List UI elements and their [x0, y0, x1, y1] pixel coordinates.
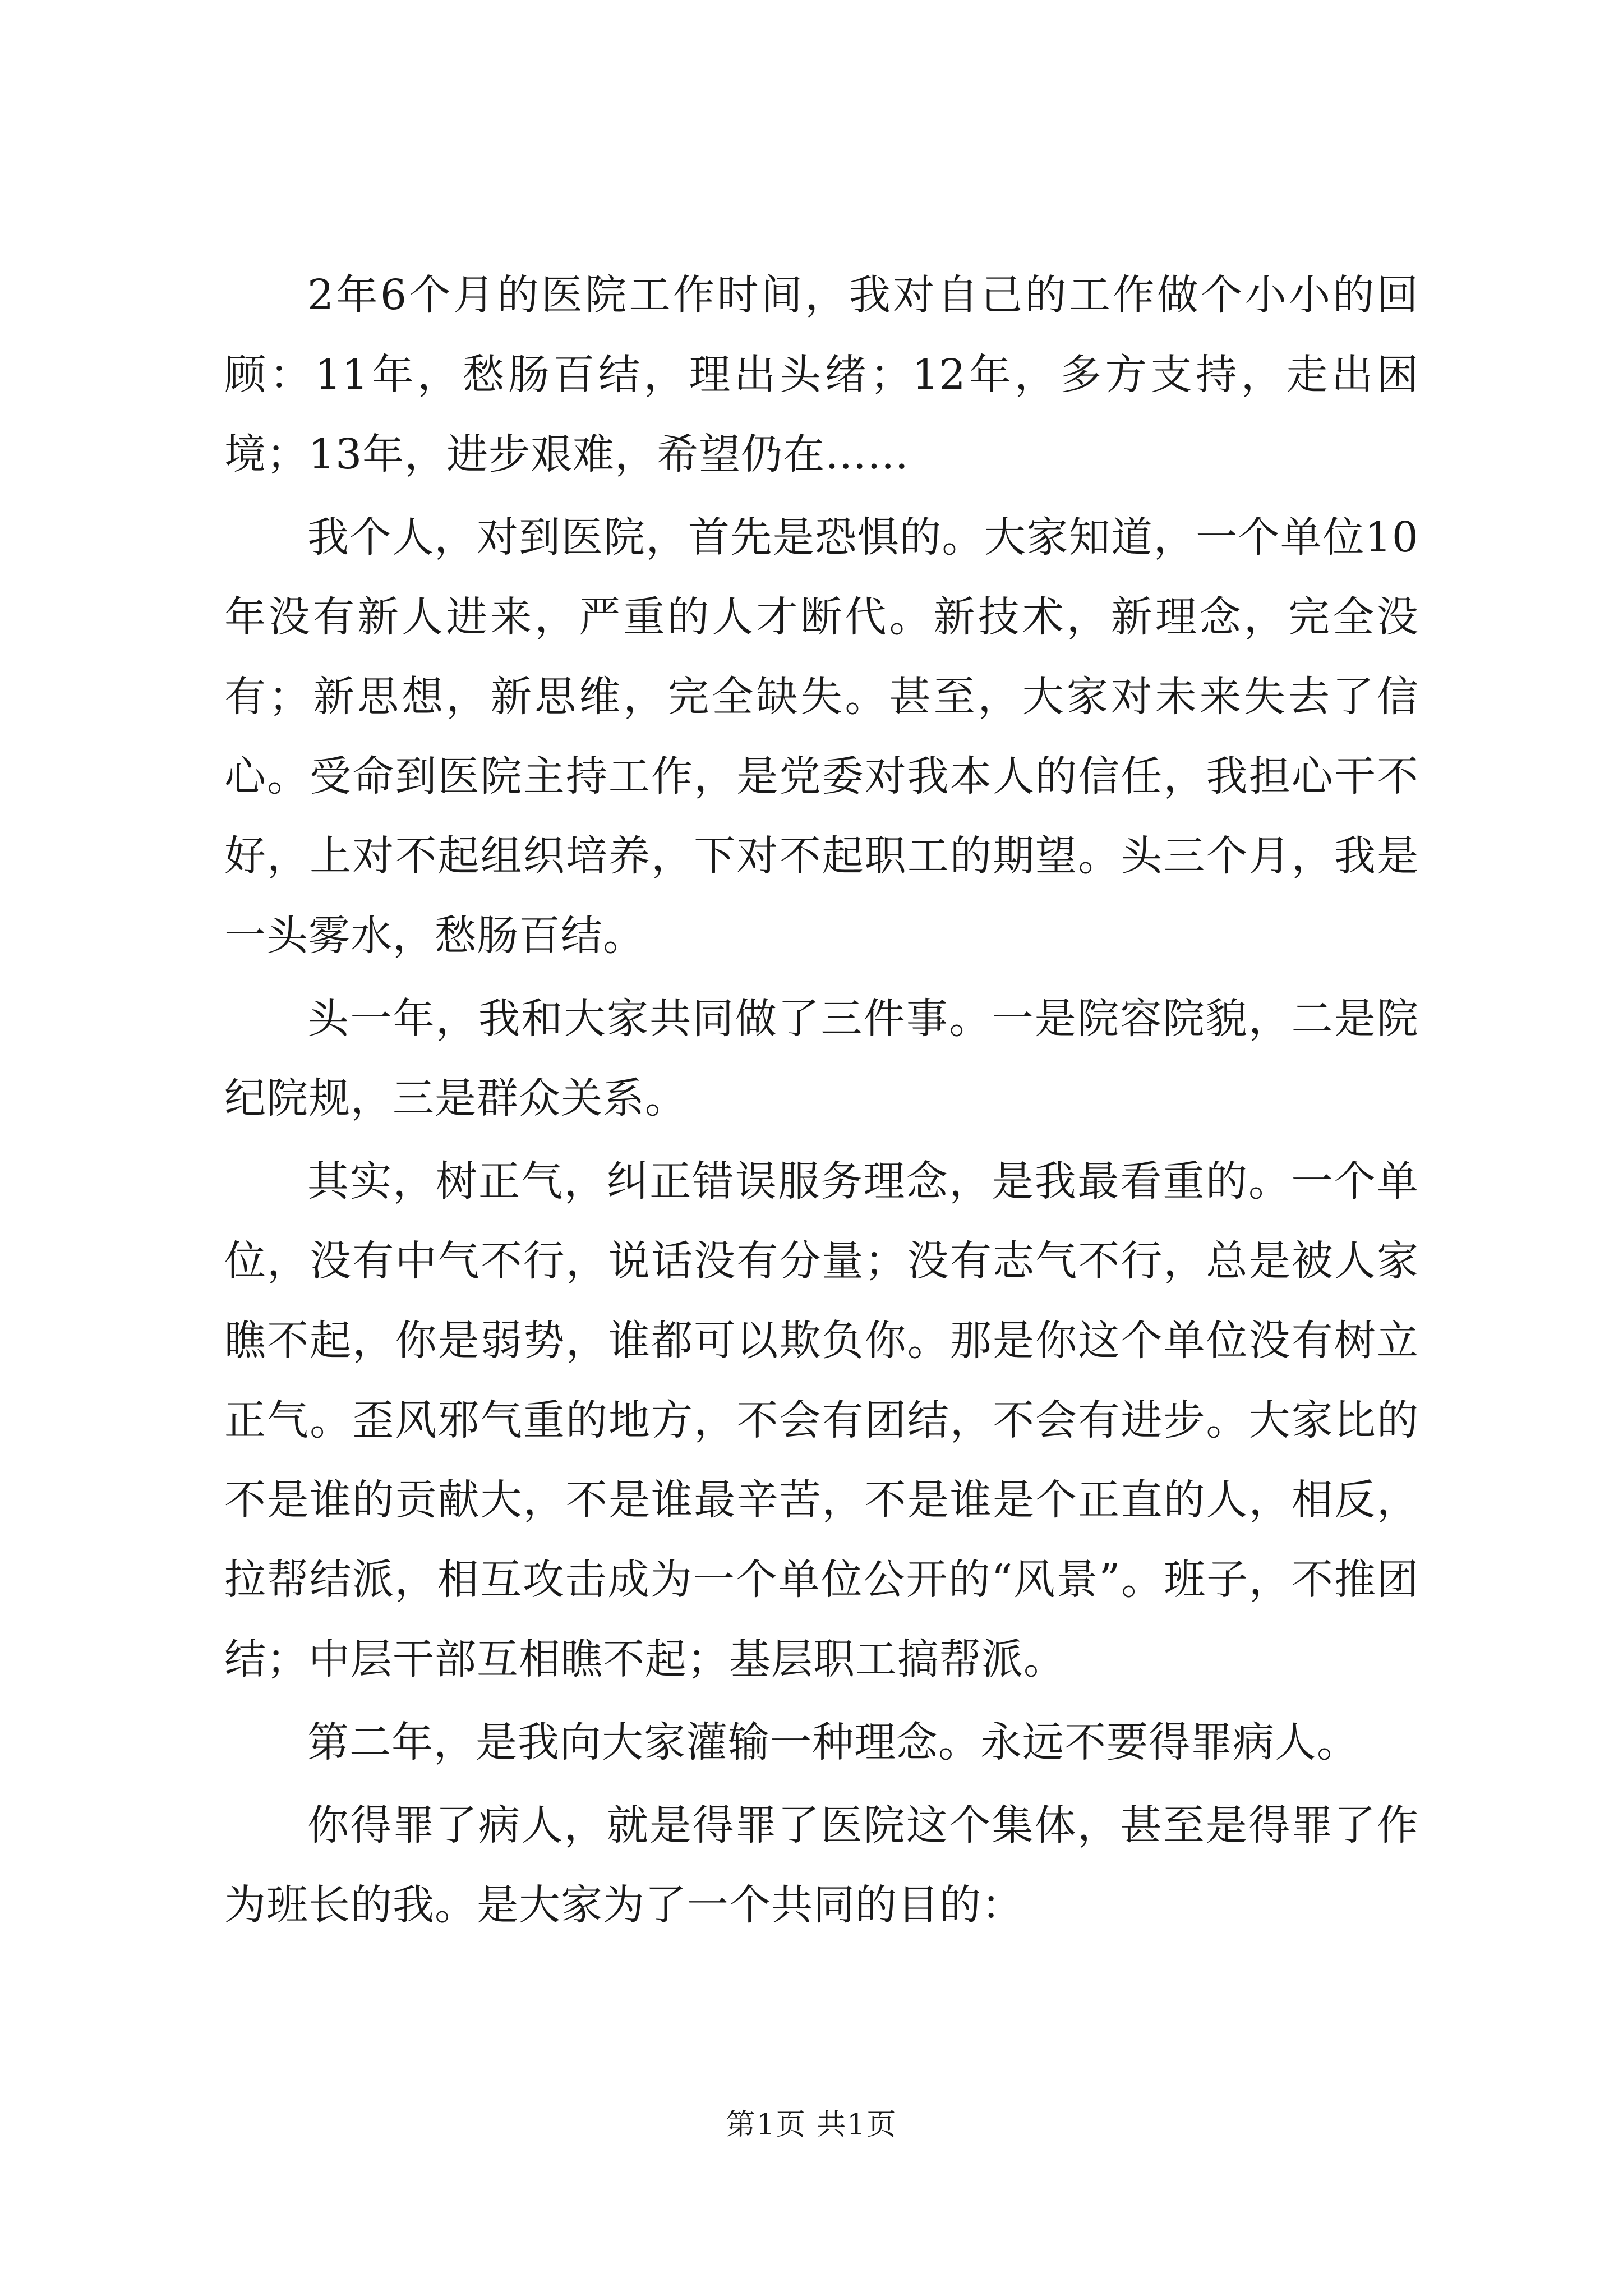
- page-footer: 第1页 共1页: [726, 2108, 897, 2142]
- paragraph: 第二年，是我向大家灌输一种理念。永远不要得罪病人。: [307, 1718, 1359, 1766]
- paragraph: 其实，树正气，纠正错误服务理念，是我最看重的。一个单位，没有中气不行，说话没有分量；没有志气不行，总是被人家瞧不起，你是弱势，谁都可以欺负你。那是你这个单位没有树立正气。歪风邪气重的地方，不会有团结，不会有进步。大家比的不是谁的贡献大，不是谁最辛苦，不是谁是个正直的人，相反，拉帮结派，相互攻击成为一个单位公开的“风景”。班子，不推团结；中层干部互相瞧不起；基层职工搞帮派。: [224, 1157, 1419, 1683]
- paragraph: 2年6个月的医院工作时间，我对自己的工作做个小小的回顾：11年，愁肠百结，理出头绪；12年，多方支持，走出困境；13年，进步艰难，希望仍在……: [224, 271, 1419, 478]
- paragraph: 你得罪了病人，就是得罪了医院这个集体，甚至是得罪了作为班长的我。是大家为了一个共同的目的：: [224, 1801, 1419, 1929]
- paragraph: 我个人，对到医院，首先是恐惧的。大家知道，一个单位10年没有新人进来，严重的人才断代。新技术，新理念，完全没有；新思想，新思维，完全缺失。甚至，大家对未来失去了信心。受命到医院主持工作，是党委对我本人的信任，我担心干不好，上对不起组织培养，下对不起职工的期望。头三个月，我是一头雾水，愁肠百结。: [224, 513, 1419, 960]
- paragraph: 头一年，我和大家共同做了三件事。一是院容院貌，二是院纪院规，三是群众关系。: [224, 995, 1419, 1122]
- document-body: [224, 255, 1419, 1948]
